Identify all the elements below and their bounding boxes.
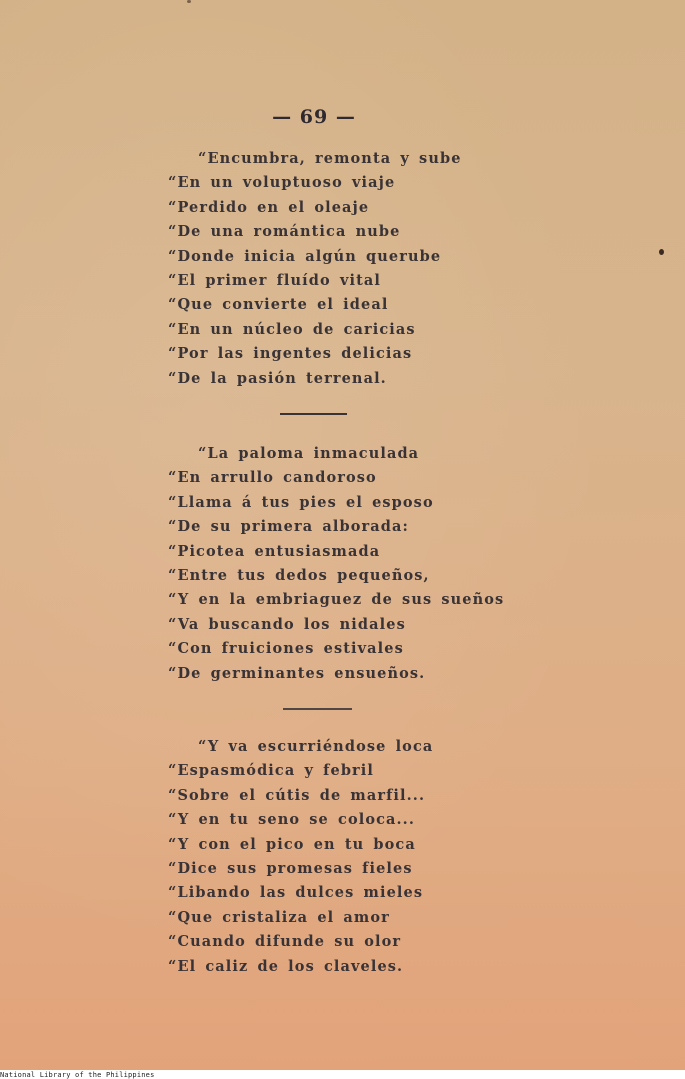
verse-line: “La paloma inmaculada (198, 445, 420, 462)
verse-line: “Sobre el cútis de marfil... (168, 786, 426, 804)
verse-line: “Perdido en el oleaje (168, 198, 370, 216)
stanza-1 (168, 147, 462, 391)
verse-line: “En un voluptuoso viaje (168, 174, 396, 192)
stanza-divider (280, 413, 347, 415)
verse-line: “El caliz de los claveles. (168, 957, 404, 975)
verse-line: “Encumbra, remonta y sube (198, 150, 462, 167)
library-watermark: National Library of the Philippines (0, 1071, 155, 1079)
verse-line: “Que cristaliza el amor (168, 908, 390, 926)
verse-line: “El primer fluído vital (168, 271, 381, 289)
verse-line: “De la pasión terrenal. (168, 369, 387, 387)
verse-line: “En arrullo candoroso (168, 469, 377, 487)
verse-line: “Libando las dulces mieles (168, 884, 424, 902)
verse-line: “Donde inicia algún querube (168, 247, 442, 265)
verse-line: “En un núcleo de caricias (168, 320, 416, 338)
stanza-2 (168, 442, 504, 686)
verse-line: “De germinantes ensueños. (168, 664, 426, 682)
verse-line: “Cuando difunde su olor (168, 933, 402, 951)
verse-line: “De una romántica nube (168, 223, 401, 241)
verse-line: “Que convierte el ideal (168, 296, 389, 314)
ink-speck (187, 0, 191, 3)
stanza-3 (168, 735, 433, 979)
verse-line: “Espasmódica y febril (168, 762, 375, 780)
ink-speck (659, 249, 664, 255)
verse-line: “Y en tu seno se coloca... (168, 811, 415, 829)
verse-line: “Y en la embriaguez de sus sueños (168, 591, 505, 609)
verse-line: “Va buscando los nidales (168, 615, 406, 633)
verse-line: “Con fruiciones estivales (168, 640, 404, 658)
verse-line: “De su primera alborada: (168, 518, 409, 536)
page-number: — 69 — (272, 106, 356, 128)
verse-line: “Por las ingentes delicias (168, 345, 413, 363)
verse-line: “Llama á tus pies el esposo (168, 493, 434, 511)
stanza-divider (283, 708, 352, 710)
verse-line: “Dice sus promesas fieles (168, 859, 413, 877)
verse-line: “Y va escurriéndose loca (198, 738, 434, 755)
verse-line: “Picotea entusiasmada (168, 542, 381, 560)
verse-line: “Entre tus dedos pequeños, (168, 566, 430, 584)
verse-line: “Y con el pico en tu boca (168, 835, 416, 853)
